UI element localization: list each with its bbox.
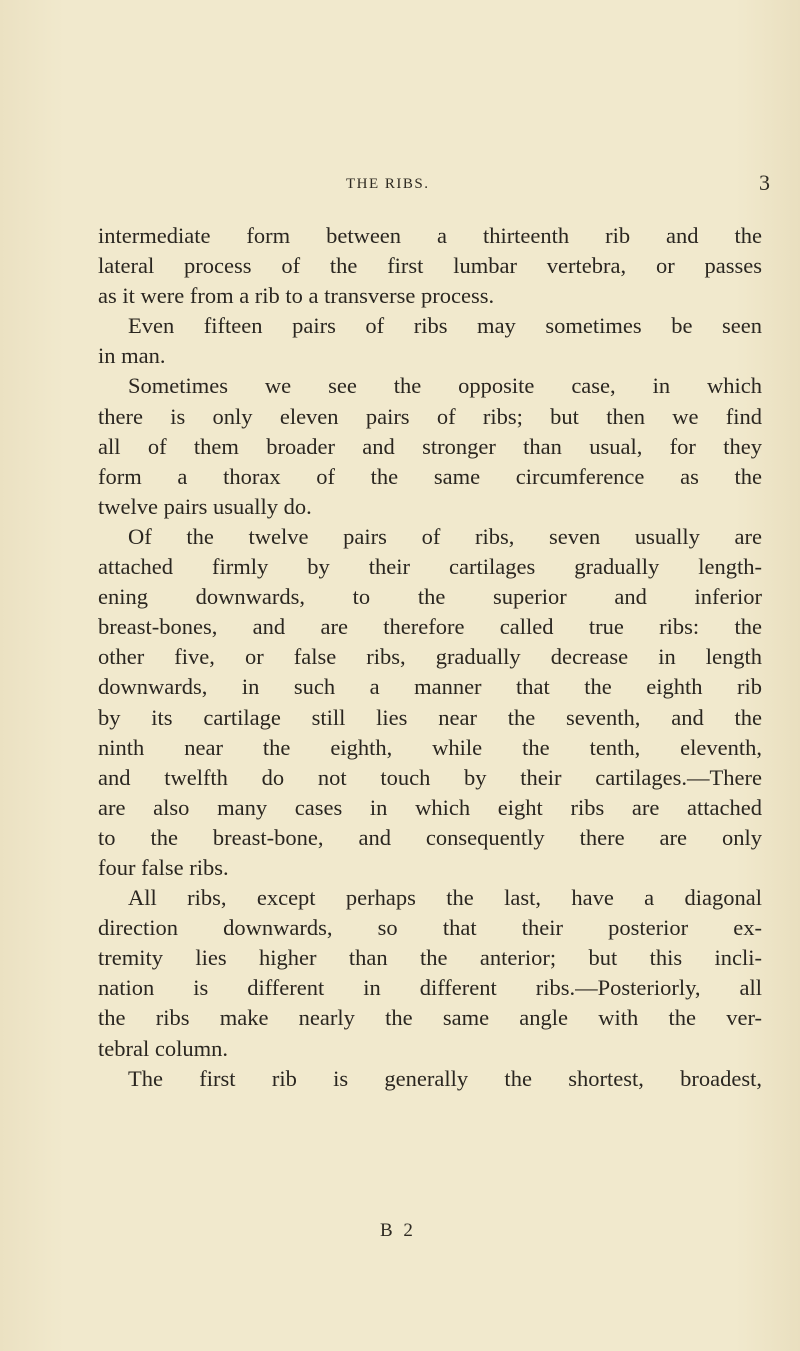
body-text <box>98 221 762 1094</box>
text-line: are also many cases in which eight ribs are attached <box>98 794 762 820</box>
text-line: in man. <box>98 343 166 369</box>
text-line: tremity lies higher than the anterior; but this incli- <box>98 945 762 971</box>
text-line: Even fifteen pairs of ribs may sometimes be seen <box>128 313 762 339</box>
text-line: attached firmly by their cartilages gradually length- <box>98 554 762 580</box>
text-line: other five, or false ribs, gradually decrease in length <box>98 644 762 670</box>
page-number: 3 <box>759 170 770 195</box>
text-line: lateral process of the first lumbar vertebra, or passes <box>98 253 762 279</box>
text-line: by its cartilage still lies near the seventh, and the <box>98 704 762 730</box>
text-line: The first rib is generally the shortest, broadest, <box>128 1065 762 1091</box>
text-line: twelve pairs usually do. <box>98 493 312 519</box>
text-line: Sometimes we see the opposite case, in which <box>128 373 762 399</box>
text-line: ening downwards, to the superior and inferior <box>98 584 762 610</box>
text-line: there is only eleven pairs of ribs; but then we find <box>98 403 762 429</box>
text-line: ninth near the eighth, while the tenth, eleventh, <box>98 734 762 760</box>
text-line: breast-bones, and are therefore called true ribs: the <box>98 614 762 640</box>
text-line: Of the twelve pairs of ribs, seven usually are <box>128 523 762 549</box>
text-line: All ribs, except perhaps the last, have a diagonal <box>128 885 762 911</box>
running-head-title: THE RIBS. <box>346 176 430 192</box>
text-line: and twelfth do not touch by their cartilages.—There <box>98 764 762 790</box>
text-line: form a thorax of the same circumference as the <box>98 463 762 489</box>
text-line: direction downwards, so that their posterior ex- <box>98 915 762 941</box>
text-line: the ribs make nearly the same angle with the ver- <box>98 1005 762 1031</box>
signature-mark: B 2 <box>380 1220 416 1241</box>
text-line: intermediate form between a thirteenth rib and the <box>98 223 762 248</box>
text-line: nation is different in different ribs.—Posteriorly, all <box>98 975 762 1001</box>
text-line: tebral column. <box>98 1035 228 1061</box>
text-line: as it were from a rib to a transverse process. <box>98 283 495 309</box>
text-line: all of them broader and stronger than usual, for they <box>98 433 762 459</box>
text-line: four false ribs. <box>98 854 229 880</box>
text-line: to the breast-bone, and consequently there are only <box>98 824 762 850</box>
text-line: downwards, in such a manner that the eighth rib <box>98 674 762 700</box>
